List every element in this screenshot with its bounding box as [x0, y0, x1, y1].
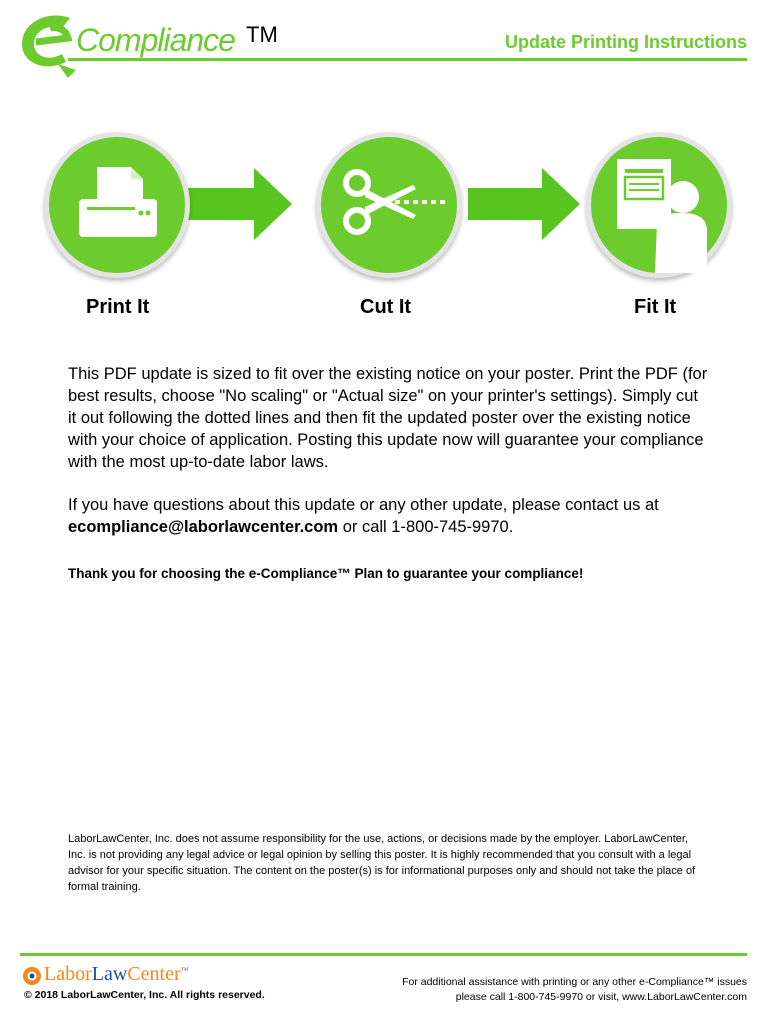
thank-you-text: Thank you for choosing the e-Compliance™ Plan to guarantee your compliance!	[68, 566, 584, 581]
logo-tm-mark: ™	[180, 965, 189, 975]
assistance-text	[402, 975, 747, 1005]
instructions-paragraph: This PDF update is sized to fit over the existing notice on your poster. Print the PDF (for best results, choose "No scaling" or "Actual size" on your printer's settings). Simply cut it out following the dotted lines and then fit the updated poster over the existing notice with your choice of application. Posting this update now will guarantee your compliance with the most up-to-date labor laws.	[68, 365, 708, 471]
cut-step-circle	[316, 132, 462, 278]
printer-icon	[49, 137, 185, 273]
step-label-fit: Fit It	[634, 296, 677, 318]
fit-step-circle	[586, 132, 732, 278]
laborlawcenter-logo	[22, 963, 222, 989]
assistance-line-2[interactable]: please call 1-800-745-9970 or visit, www.LaborLawCenter.com	[455, 991, 747, 1003]
contact-phone-text: or call 1-800-745-9970.	[338, 518, 514, 536]
ecompliance-logo	[18, 8, 288, 78]
logo-labor-text: Labor	[44, 963, 92, 985]
person-poster-icon	[591, 137, 727, 273]
logo-center-text: Center	[127, 963, 181, 985]
scissors-icon	[321, 137, 457, 273]
copyright-text: © 2018 LaborLawCenter, Inc. All rights reserved.	[24, 989, 265, 1001]
disclaimer-text: LaborLawCenter, Inc. does not assume responsibility for the use, actions, or decisions made by the employer. LaborLawCenter, Inc. is not providing any legal advice or legal opinion by selling this poster. It is highly recommended that you consult with a legal advisor for your specific situation. The content on the poster(s) is for informational purposes only and should not take the place of formal training.	[68, 833, 696, 893]
header-divider	[68, 58, 747, 61]
logo-text: Compliance	[76, 22, 235, 58]
assistance-line-1: For additional assistance with printing or any other e-Compliance™ issues	[402, 976, 747, 988]
arrow-right-icon	[180, 168, 295, 240]
contact-text: If you have questions about this update or any other update, please contact us at	[68, 496, 659, 514]
contact-email-link[interactable]: ecompliance@laborlawcenter.com	[68, 518, 339, 536]
contact-paragraph	[68, 494, 708, 538]
step-label-print: Print It	[86, 296, 150, 318]
globe-icon	[22, 966, 42, 986]
arrow-right-icon	[468, 168, 583, 240]
step-label-cut: Cut It	[360, 296, 412, 318]
logo-law-text: Law	[91, 963, 128, 985]
logo-tm: TM	[246, 22, 278, 47]
footer-divider	[20, 953, 747, 956]
page-title: Update Printing Instructions	[504, 32, 747, 52]
print-step-circle	[44, 132, 190, 278]
